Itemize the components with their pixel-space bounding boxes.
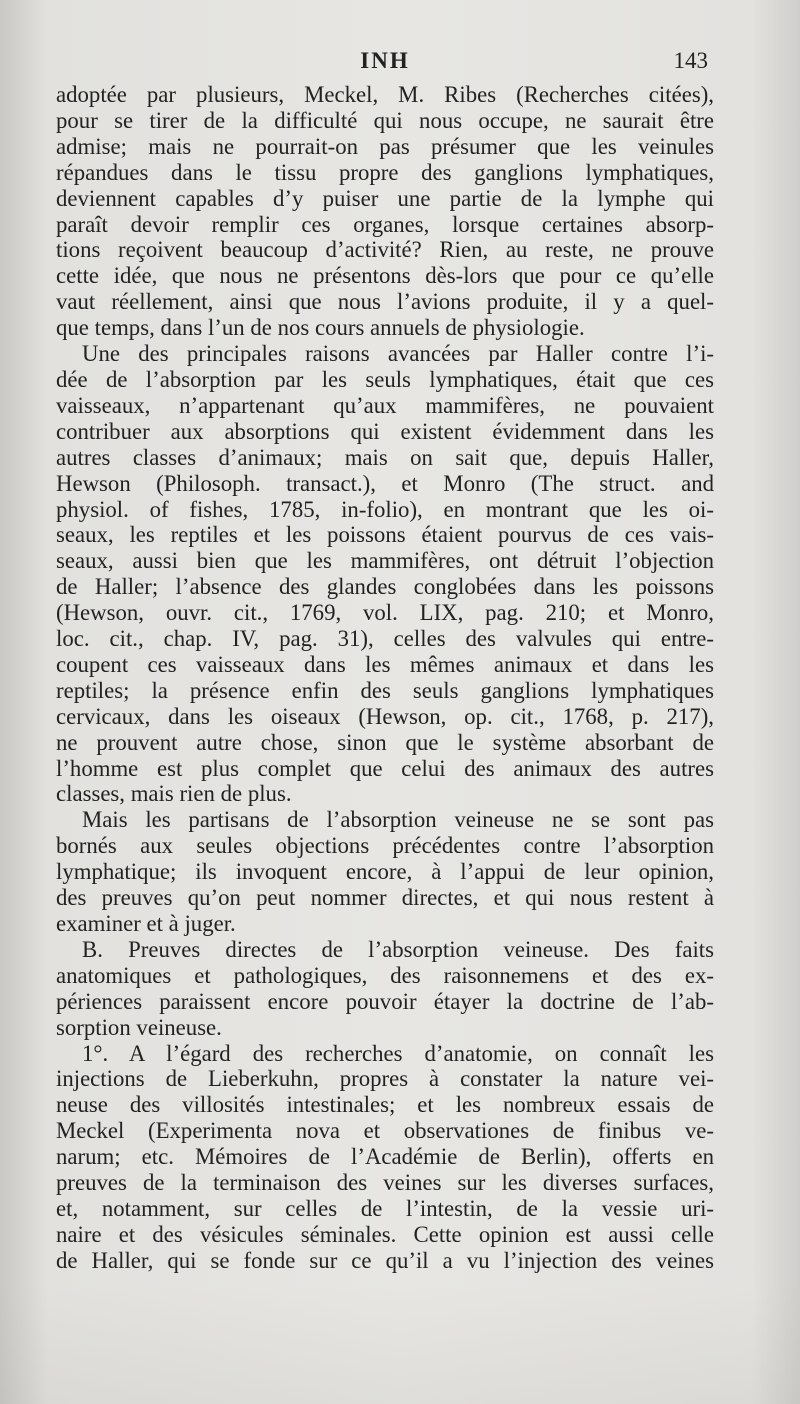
running-head-word: INH xyxy=(360,48,410,73)
text-line: narum; etc. Mémoires de l’Académie de Berlin), offerts en xyxy=(56,1144,714,1170)
text-line: examiner et à juger. xyxy=(56,911,236,936)
text-line: neuse des villosités intestinales; et les nombreux essais de xyxy=(56,1092,714,1118)
text-line: cervicaux, dans les oiseaux (Hewson, op. cit., 1768, p. 217), xyxy=(56,703,714,729)
text-line: que temps, dans l’un de nos cours annuels de physiologie. xyxy=(56,315,585,341)
text-line: de Haller; l’absence des glandes conglobées dans les poissons xyxy=(56,574,714,600)
text-line: reptiles; la présence enfin des seuls ganglions lymphatiques xyxy=(56,677,714,703)
text-line: vaisseaux, n’appartenant qu’aux mammifères, ne pouvaient xyxy=(56,392,714,418)
text-line: l’homme est plus complet que celui des animaux des autres xyxy=(56,755,714,781)
text-line: Meckel (Experimenta nova et observationes de finibus ve- xyxy=(56,1118,714,1144)
text-line: (Hewson, ouvr. cit., 1769, vol. LIX, pag. 210; et Monro, xyxy=(56,600,714,626)
text-line: seaux, aussi bien que les mammifères, ont détruit l’objection xyxy=(56,548,714,574)
text-line: autres classes d’animaux; mais on sait que, depuis Haller, xyxy=(56,444,714,470)
text-line: classes, mais rien de plus. xyxy=(56,781,292,807)
text-line: adoptée par plusieurs, Meckel, M. Ribes (Recherches citées), xyxy=(56,82,714,107)
text-line: B. Preuves directes de l’absorption veineuse. Des faits xyxy=(82,936,714,962)
text-line: lymphatique; ils invoquent encore, à l’appui de leur opinion, xyxy=(56,859,714,885)
text-line: périences paraissent encore pouvoir étayer la doctrine de l’ab- xyxy=(56,988,714,1014)
text-line: pour se tirer de la difficulté qui nous occupe, ne saurait être xyxy=(56,107,714,133)
text-line: et, notamment, sur celles de l’intestin, de la vessie uri- xyxy=(56,1195,714,1221)
text-line: dée de l’absorption par les seuls lymphatiques, était que ces xyxy=(56,366,714,392)
text-line: ne prouvent autre chose, sinon que le système absorbant de xyxy=(56,729,714,755)
text-line: paraît devoir remplir ces organes, lorsque certaines absorp- xyxy=(56,211,714,237)
text-line: Hewson (Philosoph. transact.), et Monro (The struct. and xyxy=(56,470,714,496)
page-shading xyxy=(0,1284,800,1404)
text-line: preuves de la terminaison des veines sur les diverses surfaces, xyxy=(56,1170,714,1196)
body-text xyxy=(56,82,714,1274)
text-line: tions reçoivent beaucoup d’activité? Rien, au reste, ne prouve xyxy=(56,237,714,263)
text-line: naire et des vésicules séminales. Cette opinion est aussi celle xyxy=(56,1221,714,1247)
page-number: 143 xyxy=(673,48,708,73)
text-line: seaux, les reptiles et les poissons étaient pourvus de ces vais- xyxy=(56,522,714,548)
text-line: sorption veineuse. xyxy=(56,1014,222,1040)
text-line: 1°. A l’égard des recherches d’anatomie, on connaît les xyxy=(82,1040,714,1066)
text-line: bornés aux seules objections précédentes contre l’absorption xyxy=(56,833,714,859)
text-line: contribuer aux absorptions qui existent évidemment dans les xyxy=(56,418,714,444)
text-line: loc. cit., chap. IV, pag. 31), celles des valvules qui entre- xyxy=(56,626,714,652)
text-line: injections de Lieberkuhn, propres à constater la nature vei- xyxy=(56,1066,714,1092)
text-line: coupent ces vaisseaux dans les mêmes animaux et dans les xyxy=(56,651,714,677)
text-line: des preuves qu’on peut nommer directes, et qui nous restent à xyxy=(56,885,714,911)
text-line: Une des principales raisons avancées par Haller contre l’i- xyxy=(82,341,714,367)
text-line: vaut réellement, ainsi que nous l’avions produite, il y a quel- xyxy=(56,289,714,315)
text-line: deviennent capables d’y puiser une partie de la lymphe qui xyxy=(56,185,714,211)
text-line: de Haller, qui se fonde sur ce qu’il a vu l’injection des veines xyxy=(56,1247,714,1273)
text-line: physiol. of fishes, 1785, in-folio), en montrant que les oi- xyxy=(56,496,714,522)
running-head xyxy=(56,44,714,80)
text-line: cette idée, que nous ne présentons dès-lors que pour ce qu’elle xyxy=(56,263,714,289)
text-line: Mais les partisans de l’absorption veineuse ne se sont pas xyxy=(82,807,714,833)
text-line: anatomiques et pathologiques, des raisonnemens et des ex- xyxy=(56,962,714,988)
text-line: répandues dans le tissu propre des ganglions lymphatiques, xyxy=(56,159,714,185)
text-line: admise; mais ne pourrait-on pas présumer que les veinules xyxy=(56,133,714,159)
